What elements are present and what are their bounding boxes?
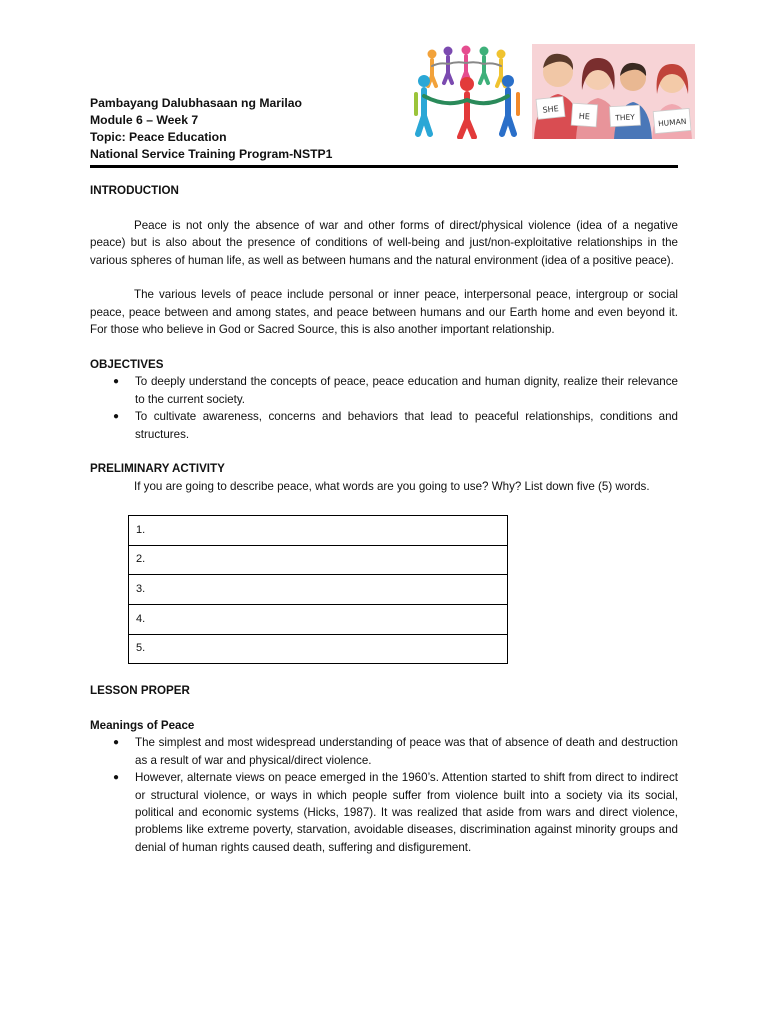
sign-label: SHE — [542, 104, 560, 115]
answer-cell: 4. — [129, 605, 508, 635]
answer-cell: 2. — [129, 545, 508, 575]
preliminary-prompt: If you are going to describe peace, what words are you going to use? Why? List down five (5) words. — [134, 479, 650, 493]
table-row — [129, 634, 508, 664]
sign-she — [536, 97, 565, 120]
objective-item: ● To deeply understand the concepts of peace, peace education and human dignity, realize their relevance to the current society. — [135, 373, 678, 408]
people-with-signs-illustration — [532, 44, 695, 139]
sign-he — [571, 103, 597, 127]
topic-label: Topic: Peace Education — [90, 130, 227, 144]
unity-circle-illustration — [410, 44, 525, 139]
table-row — [129, 575, 508, 605]
sign-label: HE — [578, 111, 591, 122]
header-divider — [90, 165, 678, 168]
objectives-list — [90, 373, 678, 443]
school-name: Pambayang Dalubhasaan ng Marilao — [90, 96, 302, 110]
program-label: National Service Training Program-NSTP1 — [90, 147, 333, 161]
sign-label: HUMAN — [657, 116, 687, 129]
document-body — [90, 182, 678, 856]
table-row — [129, 605, 508, 635]
objectives-heading: OBJECTIVES — [90, 358, 164, 372]
lesson-subheading: Meanings of Peace — [90, 719, 195, 733]
lesson-item: ● However, alternate views on peace emerged in the 1960’s. Attention started to shift from direct to indirect or structural violence, or ways in which people suffer from violence built into a society via its social, political and economic systems (Hicks, 1987). It was realized that aside from wars and direct violence, problems like extreme poverty, starvation, avoidable diseases, discrimination against minority groups and denial of human rights caused death, suffering and disfigurement. — [135, 769, 678, 856]
introduction-heading: INTRODUCTION — [90, 184, 179, 197]
lesson-list — [90, 734, 678, 856]
module-label: Module 6 – Week 7 — [90, 113, 199, 127]
sign-label: THEY — [615, 112, 636, 123]
answer-cell: 1. — [129, 516, 508, 546]
preliminary-heading: PRELIMINARY ACTIVITY — [90, 462, 225, 476]
sign-they — [609, 105, 640, 127]
answer-table — [128, 515, 508, 664]
answer-cell: 5. — [129, 634, 508, 664]
introduction-paragraph-1: Peace is not only the absence of war and other forms of direct/physical violence (idea of a negative peace) but is also about the presence of conditions of well-being and just/non-exploitative relationships in the various spheres of human life, as well as between humans and the natural environment (idea of a positive peace). — [90, 218, 678, 267]
objective-item: ● To cultivate awareness, concerns and behaviors that lead to peaceful relationships, conditions and structures. — [135, 408, 678, 443]
sign-human — [653, 108, 691, 133]
introduction-paragraph-2: The various levels of peace include personal or inner peace, interpersonal peace, intergroup or social peace, peace between and among states, and peace between humans and our Earth home and even beyond it. For those who believe in God or Sacred Source, this is also another important relationship. — [90, 288, 678, 337]
document-header — [90, 95, 332, 163]
answer-cell: 3. — [129, 575, 508, 605]
lesson-item: ● The simplest and most widespread understanding of peace was that of absence of death and destruction as a result of war and physical/direct violence. — [135, 734, 678, 769]
lesson-heading: LESSON PROPER — [90, 684, 190, 698]
table-row — [129, 516, 508, 546]
table-row — [129, 545, 508, 575]
